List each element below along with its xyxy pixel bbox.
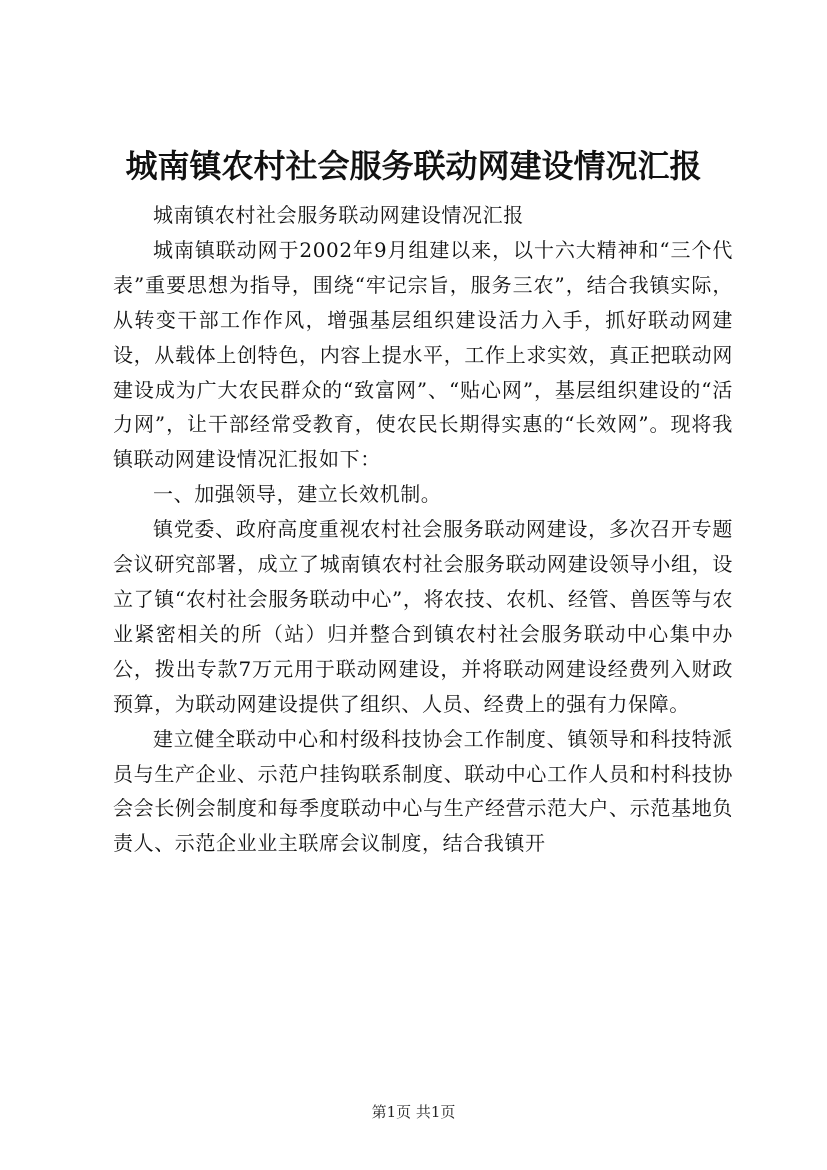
paragraph-subtitle: 城南镇农村社会服务联动网建设情况汇报 (153, 203, 524, 227)
paragraph-intro: 城南镇联动网于2002年9月组建以来，以十六大精神和“三个代表”重要思想为指导，围绕“牢记宗旨，服务三农”，结合我镇实际，从转变干部工作作风，增强基层组织建设活力入手，抓好联动网建设，从载体上创特色，内容上提水平，工作上求实效，真正把联动网建设成为广大农民群众的“致富网”、“贴心网”，基层组织建设的“活力网”，让干部经常受教育，使农民长期得实惠的“长效网”。现将我镇联动网建设情况汇报如下： (113, 237, 733, 472)
page-number-footer: 第1页 共1页 (371, 1103, 456, 1121)
paragraph-systems: 建立健全联动中心和村级科技协会工作制度、镇领导和科技特派员与生产企业、示范户挂钩联系制度、联动中心工作人员和村科技协会会长例会制度和每季度联动中心与生产经营示范大户、示范基地负责人、示范企业业主联席会议制度，结合我镇开 (113, 726, 733, 856)
paragraph-section-heading: 一、加强领导，建立长效机制。 (153, 482, 442, 507)
document-body (113, 198, 733, 861)
paragraph-leadership: 镇党委、政府高度重视农村社会服务联动网建设，多次召开专题会议研究部署，成立了城南镇农村社会服务联动网建设领导小组，设立了镇“农村社会服务联动中心”，将农技、农机、经管、兽医等与农业紧密相关的所（站）归并整合到镇农村社会服务联动中心集中办公，拨出专款7万元用于联动网建设，并将联动网建设经费列入财政预算，为联动网建设提供了组织、人员、经费上的强有力保障。 (113, 517, 733, 716)
document-title: 城南镇农村社会服务联动网建设情况汇报 (125, 147, 702, 185)
